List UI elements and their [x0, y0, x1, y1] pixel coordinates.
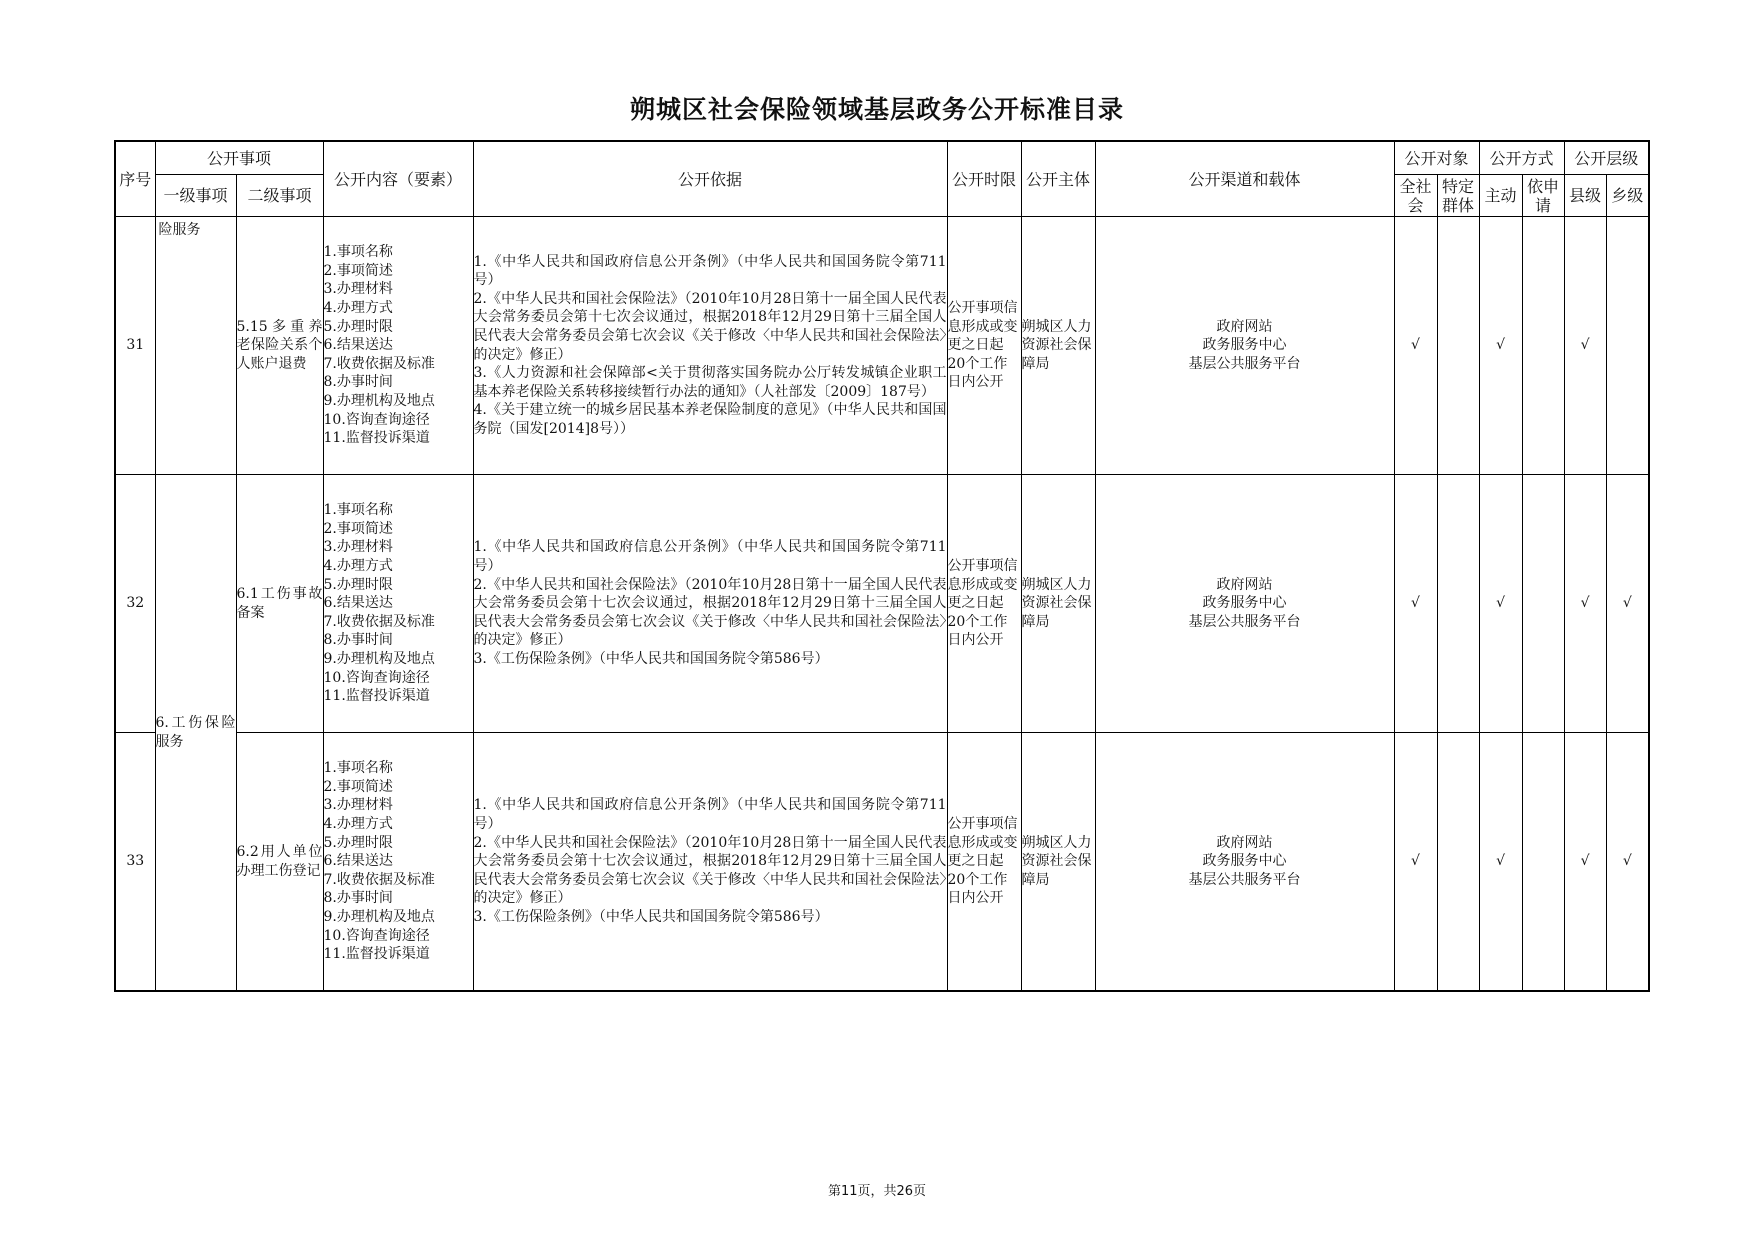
cell-line: 4.办理方式	[323, 558, 393, 575]
cell-line: 9.办理机构及地点	[323, 650, 435, 667]
row-method-active: √	[1479, 475, 1522, 733]
cell-line: 7.收费依据及标准	[323, 613, 435, 630]
cell-line: 4.办理方式	[323, 816, 393, 833]
header-subject: 公开主体	[1021, 141, 1095, 217]
cell-line: 3.办理材料	[323, 539, 393, 556]
row-target-specific	[1437, 733, 1479, 992]
row-level-town	[1606, 217, 1649, 475]
table-row	[115, 217, 1649, 475]
cell-line: 10.咨询查询途径	[323, 411, 430, 428]
cell-line: 4.《关于建立统一的城乡居民基本养老保险制度的意见》（中华人民共和国国务院（国发[2014]8号））	[473, 402, 947, 437]
row-level2: 5.15多重养老保险关系个人账户退费	[236, 217, 323, 475]
cell-line: 6.结果送达	[323, 853, 393, 870]
header-method: 公开方式	[1479, 141, 1564, 175]
cell-line: 政府网站	[1216, 318, 1273, 335]
cell-line: 2.《中华人民共和国社会保险法》（2010年10月28日第十一届全国人民代表大会常务委员会第十七次会议通过，根据2018年12月29日第十三届全国人民代表大会常务委员会第七次会议《关于修改〈中华人民共和国社会保险法〉的决定》修正）	[473, 290, 947, 363]
cell-line: 2.事项简述	[323, 520, 393, 537]
cell-line: 1.《中华人民共和国政府信息公开条例》（中华人民共和国国务院令第711号）	[473, 539, 947, 575]
row-method-active: √	[1479, 733, 1522, 992]
row-level-county: √	[1564, 475, 1606, 733]
header-basis: 公开依据	[473, 141, 947, 217]
row-subject: 朔城区人力资源社会保障局	[1021, 217, 1095, 475]
row-target-all: √	[1394, 217, 1437, 475]
cell-line: 10.咨询查询途径	[323, 927, 430, 944]
row-method-request	[1522, 475, 1564, 733]
catalog-table	[114, 140, 1650, 992]
row-method-request	[1522, 217, 1564, 475]
cell-line: 1.《中华人民共和国政府信息公开条例》（中华人民共和国国务院令第711号）	[473, 797, 947, 833]
row-seq: 33	[115, 733, 155, 992]
row-time: 公开事项信息形成或变更之日起20个工作日内公开	[947, 733, 1021, 992]
row-target-all: √	[1394, 733, 1437, 992]
table-row	[115, 733, 1649, 992]
cell-line: 1.事项名称	[323, 760, 393, 777]
row-content	[323, 217, 473, 475]
cell-line: 2.《中华人民共和国社会保险法》（2010年10月28日第十一届全国人民代表大会常务委员会第十七次会议通过，根据2018年12月29日第十三届全国人民代表大会常务委员会第七次会议《关于修改〈中华人民共和国社会保险法〉的决定》修正）	[473, 576, 947, 649]
cell-line: 1.事项名称	[323, 502, 393, 519]
cell-line: 政务服务中心	[1202, 853, 1287, 870]
cell-line: 3.《工伤保险条例》（中华人民共和国国务院令第586号）	[473, 908, 829, 925]
cell-line: 1.《中华人民共和国政府信息公开条例》（中华人民共和国国务院令第711号）	[473, 253, 947, 289]
header-time: 公开时限	[947, 141, 1021, 217]
header-content: 公开内容（要素）	[323, 141, 473, 217]
row-channel	[1095, 475, 1394, 733]
header-level-town: 乡级	[1606, 175, 1649, 217]
row-target-specific	[1437, 475, 1479, 733]
cell-line: 政务服务中心	[1202, 595, 1287, 612]
header-level2: 二级事项	[236, 175, 323, 217]
cell-line: 1.事项名称	[323, 244, 393, 261]
cell-line: 2.事项简述	[323, 778, 393, 795]
cell-line: 8.办事时间	[323, 632, 393, 649]
row-seq: 31	[115, 217, 155, 475]
page-footer: 第11页，共26页	[827, 1184, 927, 1199]
cell-line: 11.监督投诉渠道	[323, 946, 430, 963]
header-level: 公开层级	[1564, 141, 1649, 175]
cell-line: 4.办理方式	[323, 300, 393, 317]
header-target-specific: 特定群体	[1437, 175, 1479, 217]
row-time: 公开事项信息形成或变更之日起20个工作日内公开	[947, 217, 1021, 475]
row-basis	[473, 733, 947, 992]
header-matters: 公开事项	[155, 141, 323, 175]
cell-line: 7.收费依据及标准	[323, 871, 435, 888]
row-level-county: √	[1564, 217, 1606, 475]
cell-line: 5.办理时限	[323, 318, 393, 335]
cell-line: 11.监督投诉渠道	[323, 430, 430, 447]
row-channel	[1095, 733, 1394, 992]
cell-line: 3.办理材料	[323, 797, 393, 814]
row-target-all: √	[1394, 475, 1437, 733]
cell-line: 9.办理机构及地点	[323, 908, 435, 925]
header-method-active: 主动	[1479, 175, 1522, 217]
cell-line: 2.事项简述	[323, 262, 393, 279]
row-method-request	[1522, 733, 1564, 992]
cell-line: 政府网站	[1216, 576, 1273, 593]
cell-line: 6.结果送达	[323, 595, 393, 612]
row-basis	[473, 475, 947, 733]
cell-line: 基层公共服务平台	[1188, 871, 1301, 888]
cell-line: 基层公共服务平台	[1188, 355, 1301, 372]
row-level-county: √	[1564, 733, 1606, 992]
row-subject: 朔城区人力资源社会保障局	[1021, 475, 1095, 733]
cell-line: 11.监督投诉渠道	[323, 688, 430, 705]
cell-line: 2.《中华人民共和国社会保险法》（2010年10月28日第十一届全国人民代表大会常务委员会第十七次会议通过，根据2018年12月29日第十三届全国人民代表大会常务委员会第七次会议《关于修改〈中华人民共和国社会保险法〉的决定》修正）	[473, 834, 947, 907]
row-basis	[473, 217, 947, 475]
table-row	[115, 475, 1649, 733]
cell-line: 3.办理材料	[323, 281, 393, 298]
row-level1	[155, 217, 236, 475]
cell-line: 3.《工伤保险条例》（中华人民共和国国务院令第586号）	[473, 650, 829, 667]
header-seq: 序号	[115, 141, 155, 217]
cell-line: 5.办理时限	[323, 576, 393, 593]
header-target-all: 全社会	[1394, 175, 1437, 217]
cell-line: 政务服务中心	[1202, 337, 1287, 354]
page-title: 朔城区社会保险领域基层政务公开标准目录	[629, 95, 1124, 124]
header-method-request: 依申请	[1522, 175, 1564, 217]
header-level1: 一级事项	[155, 175, 236, 217]
cell-line: 9.办理机构及地点	[323, 392, 435, 409]
row-level-town: √	[1606, 733, 1649, 992]
row-seq: 32	[115, 475, 155, 733]
row-level2: 6.2用人单位办理工伤登记	[236, 733, 323, 992]
row-level1: 6.工伤保险服务	[155, 475, 236, 992]
cell-line: 政府网站	[1216, 834, 1273, 851]
cell-line: 8.办事时间	[323, 374, 393, 391]
cell-line: 7.收费依据及标准	[323, 355, 435, 372]
row-channel	[1095, 217, 1394, 475]
header-target: 公开对象	[1394, 141, 1479, 175]
row-level1-text: 险服务	[158, 222, 201, 238]
cell-line: 5.办理时限	[323, 834, 393, 851]
row-content	[323, 475, 473, 733]
cell-line: 基层公共服务平台	[1188, 613, 1301, 630]
row-subject: 朔城区人力资源社会保障局	[1021, 733, 1095, 992]
header-channel: 公开渠道和载体	[1095, 141, 1394, 217]
row-target-specific	[1437, 217, 1479, 475]
cell-line: 10.咨询查询途径	[323, 669, 430, 686]
cell-line: 3.《人力资源和社会保障部<关于贯彻落实国务院办公厅转发城镇企业职工基本养老保险关系转移接续暂行办法的通知》（人社部发〔2009〕187号）	[473, 365, 947, 400]
row-level-town: √	[1606, 475, 1649, 733]
row-level2: 6.1工伤事故备案	[236, 475, 323, 733]
cell-line: 8.办事时间	[323, 890, 393, 907]
row-content	[323, 733, 473, 992]
cell-line: 6.结果送达	[323, 337, 393, 354]
row-method-active: √	[1479, 217, 1522, 475]
header-level-county: 县级	[1564, 175, 1606, 217]
row-time: 公开事项信息形成或变更之日起20个工作日内公开	[947, 475, 1021, 733]
